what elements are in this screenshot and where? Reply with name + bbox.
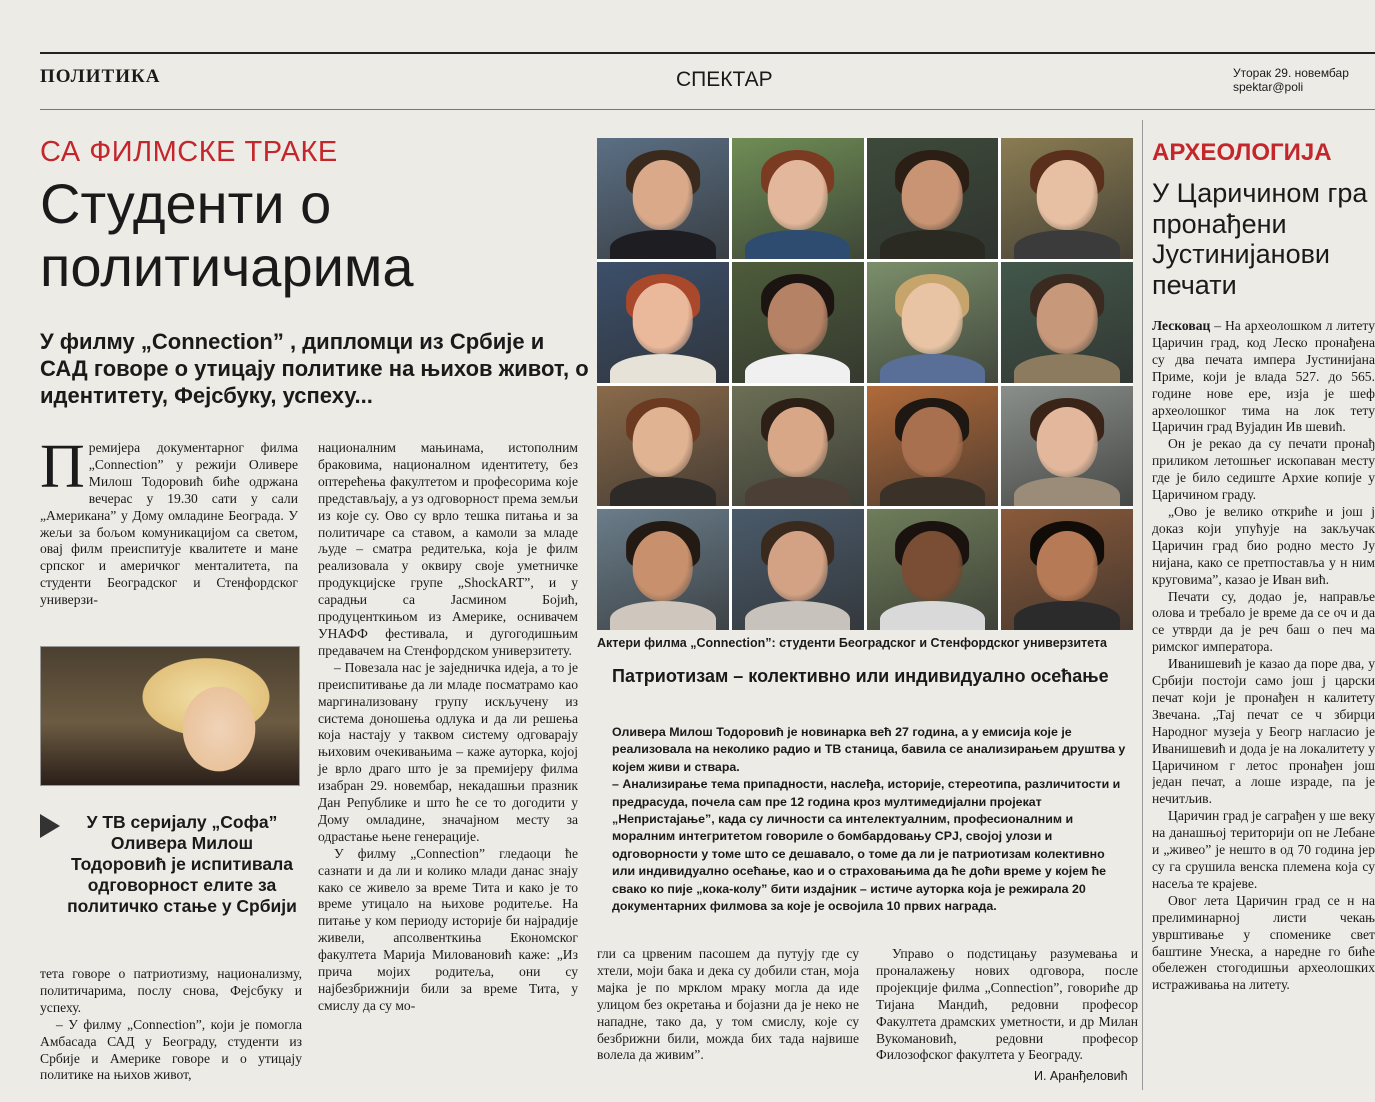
portrait-face bbox=[902, 407, 963, 477]
portrait-shoulders bbox=[745, 601, 850, 630]
article-col2-p1: националним мањинама, истополним браковима, националном идентитету, без оптерећења факултетом и професорима које представљају, а уз одговорност према земљи из које су. Ово су врло тешка питања и за политичаре са ставом, а камоли за младе људе – сматра редитељка, која је филм реализовала у оквиру своје уметничке продукцијске групе „ShockART”, и у сарадњи са Јасмином Бојић, продуценткињом из Америке, оснивачем УНАФФ фестивала, и дугогодишњим предавачем на Стенфордском универзитету. bbox=[318, 440, 578, 658]
article-col1-p1: ремијера документарног филма „Connection” у режији Оливере Милош Тодоровић биће одржана вечерас у 19.30 сати у сали „Американа” у Дому омладине Београда. У жељи за бољом комуникацијом са светом, овај филм преиспитује квалитете и мане српског и америчког менталитета, па студенти Београдског и Стенфордског универзи- bbox=[40, 440, 298, 608]
student-portrait-photo bbox=[1001, 138, 1133, 259]
portrait-shoulders bbox=[610, 601, 715, 630]
student-portrait-photo bbox=[867, 138, 999, 259]
dropcap: П bbox=[40, 433, 85, 501]
portrait-face bbox=[902, 283, 963, 353]
right-article-body bbox=[1152, 318, 1375, 1088]
photo-caption: Актери филма „Connection”: студенти Београдског и Стенфордског универзитета bbox=[597, 636, 1108, 650]
article-col3-p1: гли са црвеним пасошем да путују где су хтели, моји бака и дека су добили стан, моја мајка је по мрклом мраку могла да иде улицом без окретања и бојазни да је неко не нападне, тако да, у том смислу, које су безбрижни били, можда бих тада највише волела да живим”. bbox=[597, 946, 859, 1063]
author-portrait-photo bbox=[40, 646, 300, 786]
student-portrait-photo bbox=[1001, 386, 1133, 507]
portrait-shoulders bbox=[1014, 477, 1119, 506]
student-portrait-photo bbox=[867, 509, 999, 630]
student-portrait-photo bbox=[732, 509, 864, 630]
student-portrait-photo bbox=[597, 386, 729, 507]
column-divider bbox=[1142, 120, 1143, 1090]
portrait-face bbox=[633, 407, 694, 477]
article-column-2 bbox=[318, 440, 578, 1015]
portrait-shoulders bbox=[1014, 230, 1119, 259]
portrait-shoulders bbox=[1014, 601, 1119, 630]
pull-quote-text: У ТВ серијалу „Софа” Оливера Милош Тодоровић је испитивала одговорност елите за политичко стање у Србији bbox=[67, 812, 297, 916]
article-col2-p2: – Повезала нас је заједничка идеја, а то је преиспитивање да ли младе посматрамо као маргинализовану групу искључену из система доношења одлука и да ли решења која настају у таквом систему одговарају њиховим очекивањима – каже ауторка, којој је врло драго што је за премијеру филма изабран 29. новембар, некадашњи празник Дан Републике и што ће се то догодити у Дому омладине, значајном месту за одрастање њене генерације. bbox=[318, 659, 578, 844]
sidebar-box-body bbox=[612, 724, 1127, 915]
article-deck: У филму „Connection” , дипломци из Србије и САД говоре о утицају политике на њихов живот, о идентитету, Фејсбуку, успеху... bbox=[40, 329, 589, 408]
student-portrait-photo bbox=[1001, 509, 1133, 630]
article-column-1 bbox=[40, 433, 298, 609]
right-article-p5: Иванишевић је казао да поре два, у Србији постоји само још ј царски печат који је пронађен н калитету Звечана. „Тај печат се ч збирци Народног музеја у Беогр нагласио је Иванишевић и дода је на локалитету у Царичином г летос пронађен још један печат, а лоше израде, па је нечитљив. bbox=[1152, 656, 1375, 807]
portrait-face bbox=[902, 160, 963, 230]
portrait-face bbox=[1037, 531, 1098, 601]
masthead-logo: ПОЛИТИКА bbox=[40, 66, 161, 87]
article-col1-p2: – У филму „Connection”, који је помогла Амбасада САД у Београду, студенти из Србије и Америке говоре и о утицају политике на њихов живот, bbox=[40, 1016, 302, 1083]
masthead-top-rule bbox=[40, 52, 1375, 54]
portrait-shoulders bbox=[745, 477, 850, 506]
student-portrait-photo bbox=[1001, 262, 1133, 383]
portrait-shoulders bbox=[880, 477, 985, 506]
student-portrait-photo bbox=[867, 262, 999, 383]
student-portrait-photo bbox=[732, 262, 864, 383]
portrait-shoulders bbox=[610, 477, 715, 506]
right-article-city: Лесковац bbox=[1152, 318, 1211, 333]
right-article-kicker: АРХЕОЛОГИЈА bbox=[1152, 139, 1332, 166]
right-article-p2: Он је рекао да су печати пронађ приликом летошњег ископаван месту где је било седиште Архие копије у Царичином граду. bbox=[1152, 436, 1375, 503]
dateline bbox=[1233, 66, 1373, 94]
article-column-1-continued bbox=[40, 966, 302, 1084]
student-portrait-photo bbox=[597, 138, 729, 259]
portrait-face bbox=[767, 160, 828, 230]
arrow-right-icon bbox=[40, 814, 60, 838]
portrait-face bbox=[767, 531, 828, 601]
masthead-bottom-rule bbox=[40, 109, 1375, 110]
portrait-face bbox=[1037, 160, 1098, 230]
section-name: СПЕКТАР bbox=[676, 68, 773, 91]
portrait-shoulders bbox=[880, 601, 985, 630]
portrait-shoulders bbox=[1014, 354, 1119, 383]
student-portrait-photo bbox=[597, 262, 729, 383]
student-portrait-photo bbox=[867, 386, 999, 507]
article-col4-p1: Управо о подстицању разумевања и проналажењу нових одговора, после пројекције филма „Connection”, говориће др Тијана Мандић, редовни професор Факултета драмских уметности, и др Милан Вукомановић, редовни професор Филозофског факултета у Београду. bbox=[876, 946, 1138, 1063]
right-article-p6: Царичин град је саграђен у ше веку на данашњој територији оп не Лебане и „живео” је нешто в од 70 година јер су га срушила венска племена која су насеља те крајеве. bbox=[1152, 808, 1375, 891]
sidebar-box-p1: Оливера Милош Тодоровић је новинарка већ 27 година, а у емисија које је реализовала на неколико радио и ТВ станица, бавила се анализирањем друштва у којем живи и ствара. bbox=[612, 725, 1126, 774]
article-column-4 bbox=[876, 946, 1138, 1064]
email-text: spektar@poli bbox=[1233, 80, 1304, 94]
article-column-3 bbox=[597, 946, 859, 1064]
portrait-face bbox=[633, 160, 694, 230]
portrait-face bbox=[633, 531, 694, 601]
student-portrait-photo bbox=[732, 138, 864, 259]
article-col2-p3: У филму „Connection” гледаоци ће сазнати и да ли и колико млади данас знају како се живело за време Тита и како је то време утицало на њихове родитеље. На питање у ком периоду историје би најрадије живели, апсолвенткиња Економског факултета Марија Миловановић каже: „Из прича мојих родитеља, они су најбезбрижнији били за време Тита, у смислу да су мо- bbox=[318, 845, 578, 1013]
portrait-face bbox=[767, 407, 828, 477]
student-portrait-photo bbox=[732, 386, 864, 507]
sidebar-box-p2: – Анализирање тема припадности, наслеђа, историје, стереотипа, различитости и предрасуда, почела сам пре 12 година кроз мултимедијални пројекат „Непристајање”, када су личности са интелектуалним, професионалним и моралним интегритетом говориле о бомбардовању СРЈ, својој улози и одговорности у томе што се дешавало, о томе да ли је патриотизам колективно или индивидуално осећање, као и о страховањима да ће доћи време у којем ће свако ко пије „кока-колу” бити издајник – истиче ауторка која је режирала 20 документарних филмова за које је освојила 10 првих награда. bbox=[612, 777, 1121, 914]
portrait-face bbox=[1037, 407, 1098, 477]
portrait-face bbox=[767, 283, 828, 353]
portrait-face bbox=[633, 283, 694, 353]
portrait-face bbox=[902, 531, 963, 601]
portrait-shoulders bbox=[610, 354, 715, 383]
portrait-face bbox=[1037, 283, 1098, 353]
pull-quote bbox=[40, 812, 302, 917]
article-headline: Студенти о политичарима bbox=[40, 172, 414, 298]
right-article-p7: Овог лета Царичин град се н на прелиминарној листи чекањ уврштивање у споменике свет баштине Унеска, а наредне го биће обележен стогодишњи археолошких истраживања на литету. bbox=[1152, 892, 1375, 993]
portrait-shoulders bbox=[880, 354, 985, 383]
right-article-p4: Печати су, додао је, направље олова и требало је време да се оч и да се утврди да је реч баш о печ ма римског императора. bbox=[1152, 588, 1375, 655]
portrait-shoulders bbox=[610, 230, 715, 259]
right-article-headline: У Царичином гра пронађени Јустинијанови печати bbox=[1152, 178, 1368, 300]
article-col1-cont: тета говоре о патриотизму, национализму, политичарима, послу снова, Фејсбуку и успеху. bbox=[40, 966, 302, 1015]
portrait-shoulders bbox=[880, 230, 985, 259]
student-photo-grid bbox=[597, 138, 1133, 630]
byline: И. Аранђеловић bbox=[1034, 1069, 1128, 1083]
portrait-shoulders bbox=[745, 354, 850, 383]
article-kicker: СА ФИЛМСКЕ ТРАКЕ bbox=[40, 136, 338, 168]
portrait-shoulders bbox=[745, 230, 850, 259]
student-portrait-photo bbox=[597, 509, 729, 630]
right-article-p3: „Ово је велико откриће и још ј доказ који упућује на закључак Царичин град био родно место Ју нијана, како се претпоставља у н ним круговима”, казао је Иван вић. bbox=[1152, 503, 1375, 587]
sidebar-box-title: Патриотизам – колективно или индивидуално осећање bbox=[612, 666, 1109, 686]
date-text: Уторак 29. новембар bbox=[1233, 66, 1349, 80]
right-article-p1: – На археолошком л литету Царичин град, код Леско пронађена су два печата импера Јустинијана Приме, који је влада 527. до 565. године нове ере, изја је шеф археолошког тима на лок тету Царичин град Вујадин Ив шевић. bbox=[1152, 318, 1375, 435]
